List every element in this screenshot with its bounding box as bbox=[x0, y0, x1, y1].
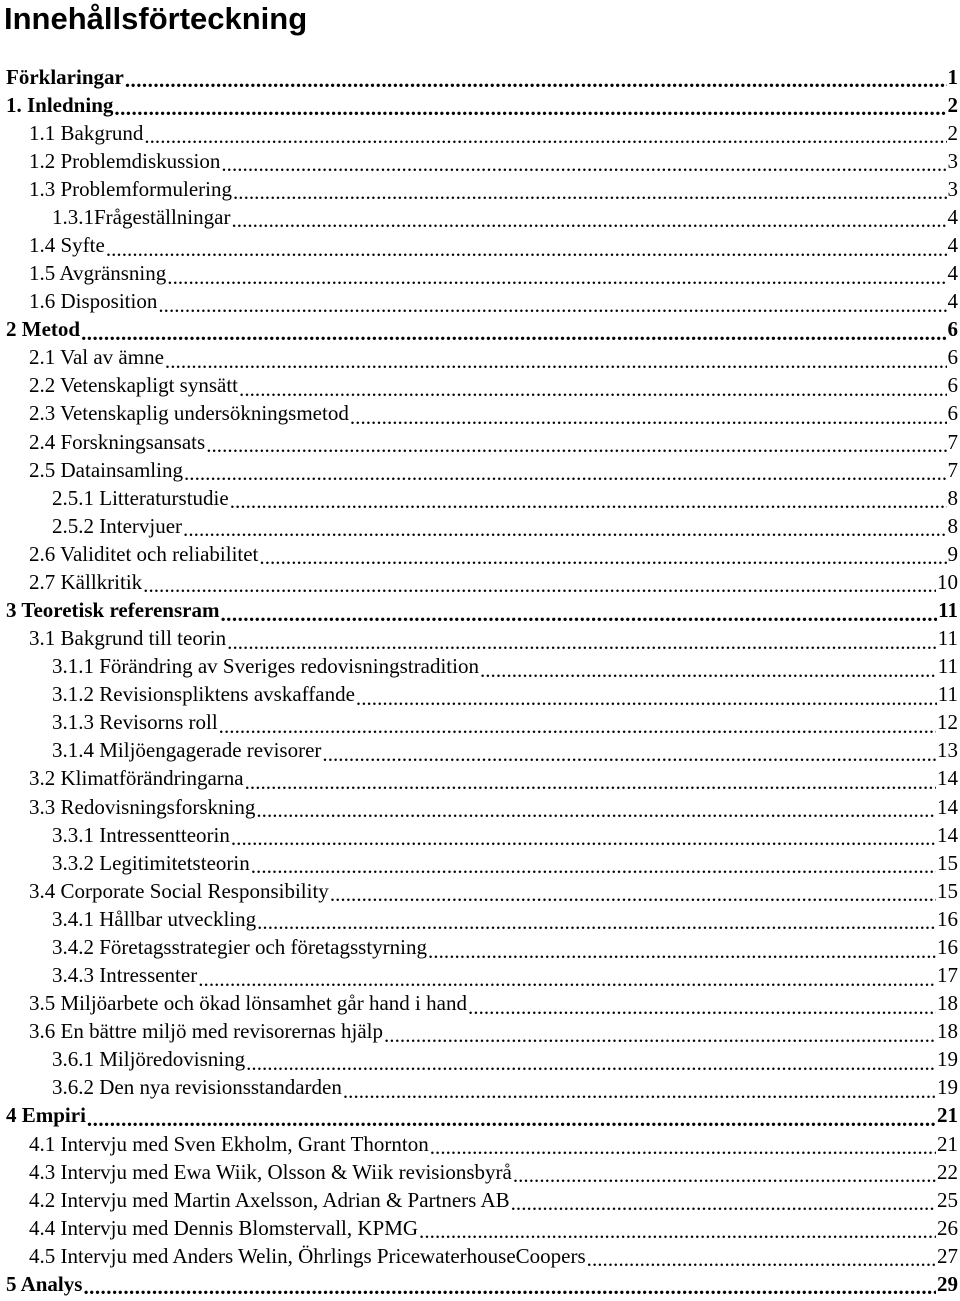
dot-leader bbox=[125, 69, 947, 91]
toc-entry-label: 3.3.1 Intressentteorin bbox=[52, 822, 230, 847]
dot-leader bbox=[513, 1164, 936, 1186]
dot-leader bbox=[239, 378, 946, 400]
dot-leader bbox=[220, 603, 937, 625]
toc-entry[interactable] bbox=[0, 1242, 960, 1270]
toc-entry-label: 3.1 Bakgrund till teorin bbox=[29, 626, 227, 651]
toc-entry-label: 1. Inledning bbox=[6, 92, 114, 117]
toc-entry-label: 2.5.2 Intervjuer bbox=[52, 513, 183, 538]
toc-entry-label: 1.4 Syfte bbox=[29, 233, 105, 257]
toc-entry-label: 4.4 Intervju med Dennis Blomstervall, KPMG bbox=[29, 1215, 419, 1240]
toc-entry-page: 25 bbox=[937, 1187, 958, 1212]
toc-entry-label: Förklaringar bbox=[6, 64, 124, 89]
toc-entry-label: 2.1 Val av ämne bbox=[29, 345, 164, 370]
toc-entry-page: 7 bbox=[947, 457, 958, 482]
dot-leader bbox=[106, 238, 947, 260]
toc-entry-page: 6 bbox=[947, 373, 958, 398]
toc-entry-page: 18 bbox=[937, 991, 958, 1016]
toc-entry-label: 3 Teoretisk referensram bbox=[6, 598, 220, 623]
toc-entry[interactable] bbox=[0, 1158, 960, 1186]
toc-entry-label: 1.3 Problemformulering bbox=[29, 176, 232, 201]
dot-leader bbox=[322, 743, 936, 765]
toc-entry-label: 3.3.2 Legitimitetsteorin bbox=[52, 850, 250, 875]
dot-leader bbox=[158, 294, 946, 316]
toc-entry[interactable] bbox=[0, 147, 960, 175]
dot-leader bbox=[221, 153, 946, 175]
toc-entry[interactable] bbox=[0, 1130, 960, 1158]
toc-entry[interactable] bbox=[0, 63, 960, 91]
toc-entry-label: 2.5 Datainsamling bbox=[29, 457, 183, 482]
toc-entry-page: 11 bbox=[938, 598, 958, 623]
toc-entry-page: 19 bbox=[937, 1047, 958, 1072]
dot-leader bbox=[219, 715, 936, 737]
dot-leader bbox=[428, 940, 936, 962]
toc-entry-label: 2.3 Vetenskaplig undersökningsmetod bbox=[29, 401, 349, 426]
toc-entry-page: 3 bbox=[947, 176, 958, 201]
toc-entry[interactable] bbox=[0, 484, 960, 512]
toc-entry-label: 3.1.1 Förändring av Sveriges redovisningstradition bbox=[52, 654, 479, 679]
toc-entry-page: 14 bbox=[937, 794, 958, 819]
toc-entry-page: 2 bbox=[947, 120, 958, 145]
dot-leader bbox=[256, 799, 936, 821]
toc-entry-label: 3.2 Klimatförändringarna bbox=[29, 766, 244, 791]
toc-entry-page: 2 bbox=[947, 92, 958, 117]
toc-entry-page: 16 bbox=[937, 934, 958, 959]
toc-entry-label: 3.4 Corporate Social Responsibility bbox=[29, 878, 329, 903]
dot-leader bbox=[167, 266, 946, 288]
dot-leader bbox=[245, 771, 936, 793]
toc-entry-page: 21 bbox=[937, 1131, 958, 1156]
dot-leader bbox=[343, 1080, 936, 1102]
toc-entry-label: 4.5 Intervju med Anders Welin, Öhrlings PricewaterhouseCoopers bbox=[29, 1243, 586, 1268]
toc-entry[interactable] bbox=[0, 1102, 960, 1130]
toc-entry-page: 8 bbox=[947, 513, 958, 538]
toc-entry[interactable] bbox=[0, 568, 960, 596]
dot-leader bbox=[198, 968, 936, 990]
dot-leader bbox=[430, 1136, 936, 1158]
toc-entry-page: 4 bbox=[947, 204, 958, 229]
toc-entry-page: 4 bbox=[947, 261, 958, 286]
toc-entry-page: 29 bbox=[937, 1271, 958, 1296]
toc-entry[interactable] bbox=[0, 260, 960, 288]
toc-entry-page: 4 bbox=[947, 233, 958, 257]
toc-entry-page: 1 bbox=[947, 64, 958, 89]
dot-leader bbox=[419, 1220, 936, 1242]
toc-entry[interactable] bbox=[0, 737, 960, 765]
toc-entry[interactable] bbox=[0, 1214, 960, 1242]
toc-entry[interactable] bbox=[0, 905, 960, 933]
toc-entry[interactable] bbox=[0, 877, 960, 905]
dot-leader bbox=[230, 490, 947, 512]
toc-entry[interactable] bbox=[0, 821, 960, 849]
toc-entry-page: 11 bbox=[937, 626, 958, 651]
toc-entry[interactable] bbox=[0, 1074, 960, 1102]
toc-entry[interactable] bbox=[0, 681, 960, 709]
toc-entry-page: 14 bbox=[937, 822, 958, 847]
toc-entry[interactable] bbox=[0, 793, 960, 821]
toc-entry-label: 1.3.1Frågeställningar bbox=[52, 204, 231, 229]
toc-entry-label: 1.5 Avgränsning bbox=[29, 261, 167, 286]
toc-entry-label: 1.1 Bakgrund bbox=[29, 120, 144, 145]
toc-entry-label: 2.4 Forskningsansats bbox=[29, 429, 206, 454]
dot-leader bbox=[330, 883, 936, 905]
dot-leader bbox=[144, 125, 946, 147]
dot-leader bbox=[511, 1192, 936, 1214]
toc-entry[interactable] bbox=[0, 540, 960, 568]
toc-entry[interactable] bbox=[0, 709, 960, 737]
toc-entry-page: 9 bbox=[947, 541, 958, 566]
toc-entry[interactable] bbox=[0, 1018, 960, 1046]
dot-leader bbox=[251, 855, 936, 877]
toc-entry[interactable] bbox=[0, 288, 960, 316]
dot-leader bbox=[165, 350, 947, 372]
toc-entry[interactable] bbox=[0, 990, 960, 1018]
dot-leader bbox=[231, 827, 936, 849]
toc-entry-page: 19 bbox=[937, 1075, 958, 1100]
toc-entry-page: 6 bbox=[947, 401, 958, 426]
toc-entry[interactable] bbox=[0, 933, 960, 961]
toc-entry-page: 3 bbox=[947, 148, 958, 173]
toc-entry-label: 3.6 En bättre miljö med revisorernas hjälp bbox=[29, 1019, 383, 1044]
toc-entry-label: 2 Metod bbox=[6, 317, 81, 342]
dot-leader bbox=[231, 209, 946, 231]
toc-entry-page: 14 bbox=[937, 766, 958, 791]
toc-entry-label: 3.1.4 Miljöengagerade revisorer bbox=[52, 738, 322, 763]
toc-entry-label: 4.3 Intervju med Ewa Wiik, Olsson & Wiik revisionsbyrå bbox=[29, 1159, 512, 1184]
toc-entry-label: 3.3 Redovisningsforskning bbox=[29, 794, 256, 819]
dot-leader bbox=[246, 1052, 936, 1074]
toc-entry-page: 15 bbox=[937, 878, 958, 903]
toc-entry[interactable] bbox=[0, 849, 960, 877]
dot-leader bbox=[81, 322, 946, 344]
toc-entry[interactable] bbox=[0, 596, 960, 624]
toc-entry-page: 11 bbox=[937, 654, 958, 679]
toc-entry-label: 3.4.2 Företagsstrategier och företagsstyrning bbox=[52, 934, 427, 959]
toc-entry[interactable] bbox=[0, 456, 960, 484]
dot-leader bbox=[233, 181, 947, 203]
page-title: Innehållsförteckning bbox=[4, 1, 308, 36]
dot-leader bbox=[350, 406, 947, 428]
toc-entry[interactable] bbox=[0, 91, 960, 119]
toc-entry-page: 17 bbox=[937, 963, 958, 988]
toc-entry[interactable] bbox=[0, 1270, 960, 1298]
dot-leader bbox=[87, 1108, 936, 1130]
toc-entry-page: 16 bbox=[937, 906, 958, 931]
toc-entry-label: 2.7 Källkritik bbox=[29, 569, 143, 594]
toc-entry[interactable] bbox=[0, 372, 960, 400]
toc-entry-page: 22 bbox=[937, 1159, 958, 1184]
toc-entry-page: 10 bbox=[937, 569, 958, 594]
toc-entry-label: 3.6.2 Den nya revisionsstandarden bbox=[52, 1075, 342, 1100]
toc-entry[interactable] bbox=[0, 512, 960, 540]
dot-leader bbox=[480, 659, 937, 681]
toc-entry-label: 2.5.1 Litteraturstudie bbox=[52, 485, 229, 510]
dot-leader bbox=[206, 434, 946, 456]
dot-leader bbox=[114, 97, 946, 119]
toc-entry[interactable] bbox=[0, 1046, 960, 1074]
toc-entry-label: 3.1.3 Revisorns roll bbox=[52, 710, 218, 735]
dot-leader bbox=[259, 546, 946, 568]
toc-entry-page: 6 bbox=[947, 345, 958, 370]
toc-entry[interactable] bbox=[0, 400, 960, 428]
toc-entry-label: 3.5 Miljöarbete och ökad lönsamhet går hand i hand bbox=[29, 991, 467, 1016]
toc-entry-label: 4 Empiri bbox=[6, 1103, 86, 1128]
toc-entry-page: 8 bbox=[947, 485, 958, 510]
toc-entry-page: 6 bbox=[947, 317, 958, 342]
dot-leader bbox=[184, 462, 947, 484]
toc-entry[interactable] bbox=[0, 175, 960, 203]
toc-entry[interactable] bbox=[0, 203, 960, 231]
dot-leader bbox=[384, 1024, 936, 1046]
toc-entry-page: 21 bbox=[937, 1103, 958, 1128]
dot-leader bbox=[227, 631, 937, 653]
table-of-contents bbox=[0, 63, 960, 1298]
toc-entry-label: 2.6 Validitet och reliabilitet bbox=[29, 541, 259, 566]
toc-entry[interactable] bbox=[0, 316, 960, 344]
toc-entry[interactable] bbox=[0, 1186, 960, 1214]
dot-leader bbox=[183, 518, 946, 540]
toc-entry[interactable] bbox=[0, 653, 960, 681]
toc-entry-label: 1.6 Disposition bbox=[29, 289, 158, 314]
toc-entry-page: 18 bbox=[937, 1019, 958, 1044]
toc-entry-label: 3.6.1 Miljöredovisning bbox=[52, 1047, 246, 1072]
dot-leader bbox=[83, 1276, 936, 1298]
toc-entry-page: 11 bbox=[937, 682, 958, 707]
toc-entry-label: 3.1.2 Revisionspliktens avskaffande bbox=[52, 682, 355, 707]
toc-entry-label: 3.4.1 Hållbar utveckling bbox=[52, 906, 257, 931]
dot-leader bbox=[587, 1248, 936, 1270]
toc-entry-label: 2.2 Vetenskapligt synsätt bbox=[29, 373, 239, 398]
dot-leader bbox=[143, 574, 936, 596]
toc-entry-page: 12 bbox=[937, 710, 958, 735]
toc-entry-label: 1.2 Problemdiskussion bbox=[29, 148, 221, 173]
toc-entry-label: 5 Analys bbox=[6, 1271, 83, 1296]
toc-entry-page: 7 bbox=[947, 429, 958, 454]
toc-entry[interactable] bbox=[0, 119, 960, 147]
toc-entry[interactable] bbox=[0, 344, 960, 372]
dot-leader bbox=[356, 687, 937, 709]
toc-entry-page: 15 bbox=[937, 850, 958, 875]
dot-leader bbox=[257, 911, 936, 933]
toc-entry[interactable] bbox=[0, 962, 960, 990]
dot-leader bbox=[468, 996, 936, 1018]
toc-entry-page: 4 bbox=[947, 289, 958, 314]
toc-entry[interactable] bbox=[0, 231, 960, 259]
toc-entry-label: 4.2 Intervju med Martin Axelsson, Adrian & Partners AB bbox=[29, 1187, 510, 1212]
toc-entry[interactable] bbox=[0, 428, 960, 456]
toc-entry-page: 13 bbox=[937, 738, 958, 763]
toc-entry-label: 3.4.3 Intressenter bbox=[52, 963, 198, 988]
toc-entry-page: 26 bbox=[937, 1215, 958, 1240]
toc-entry[interactable] bbox=[0, 765, 960, 793]
toc-entry-page: 27 bbox=[937, 1243, 958, 1268]
toc-entry-label: 4.1 Intervju med Sven Ekholm, Grant Thornton bbox=[29, 1131, 429, 1156]
toc-entry[interactable] bbox=[0, 625, 960, 653]
